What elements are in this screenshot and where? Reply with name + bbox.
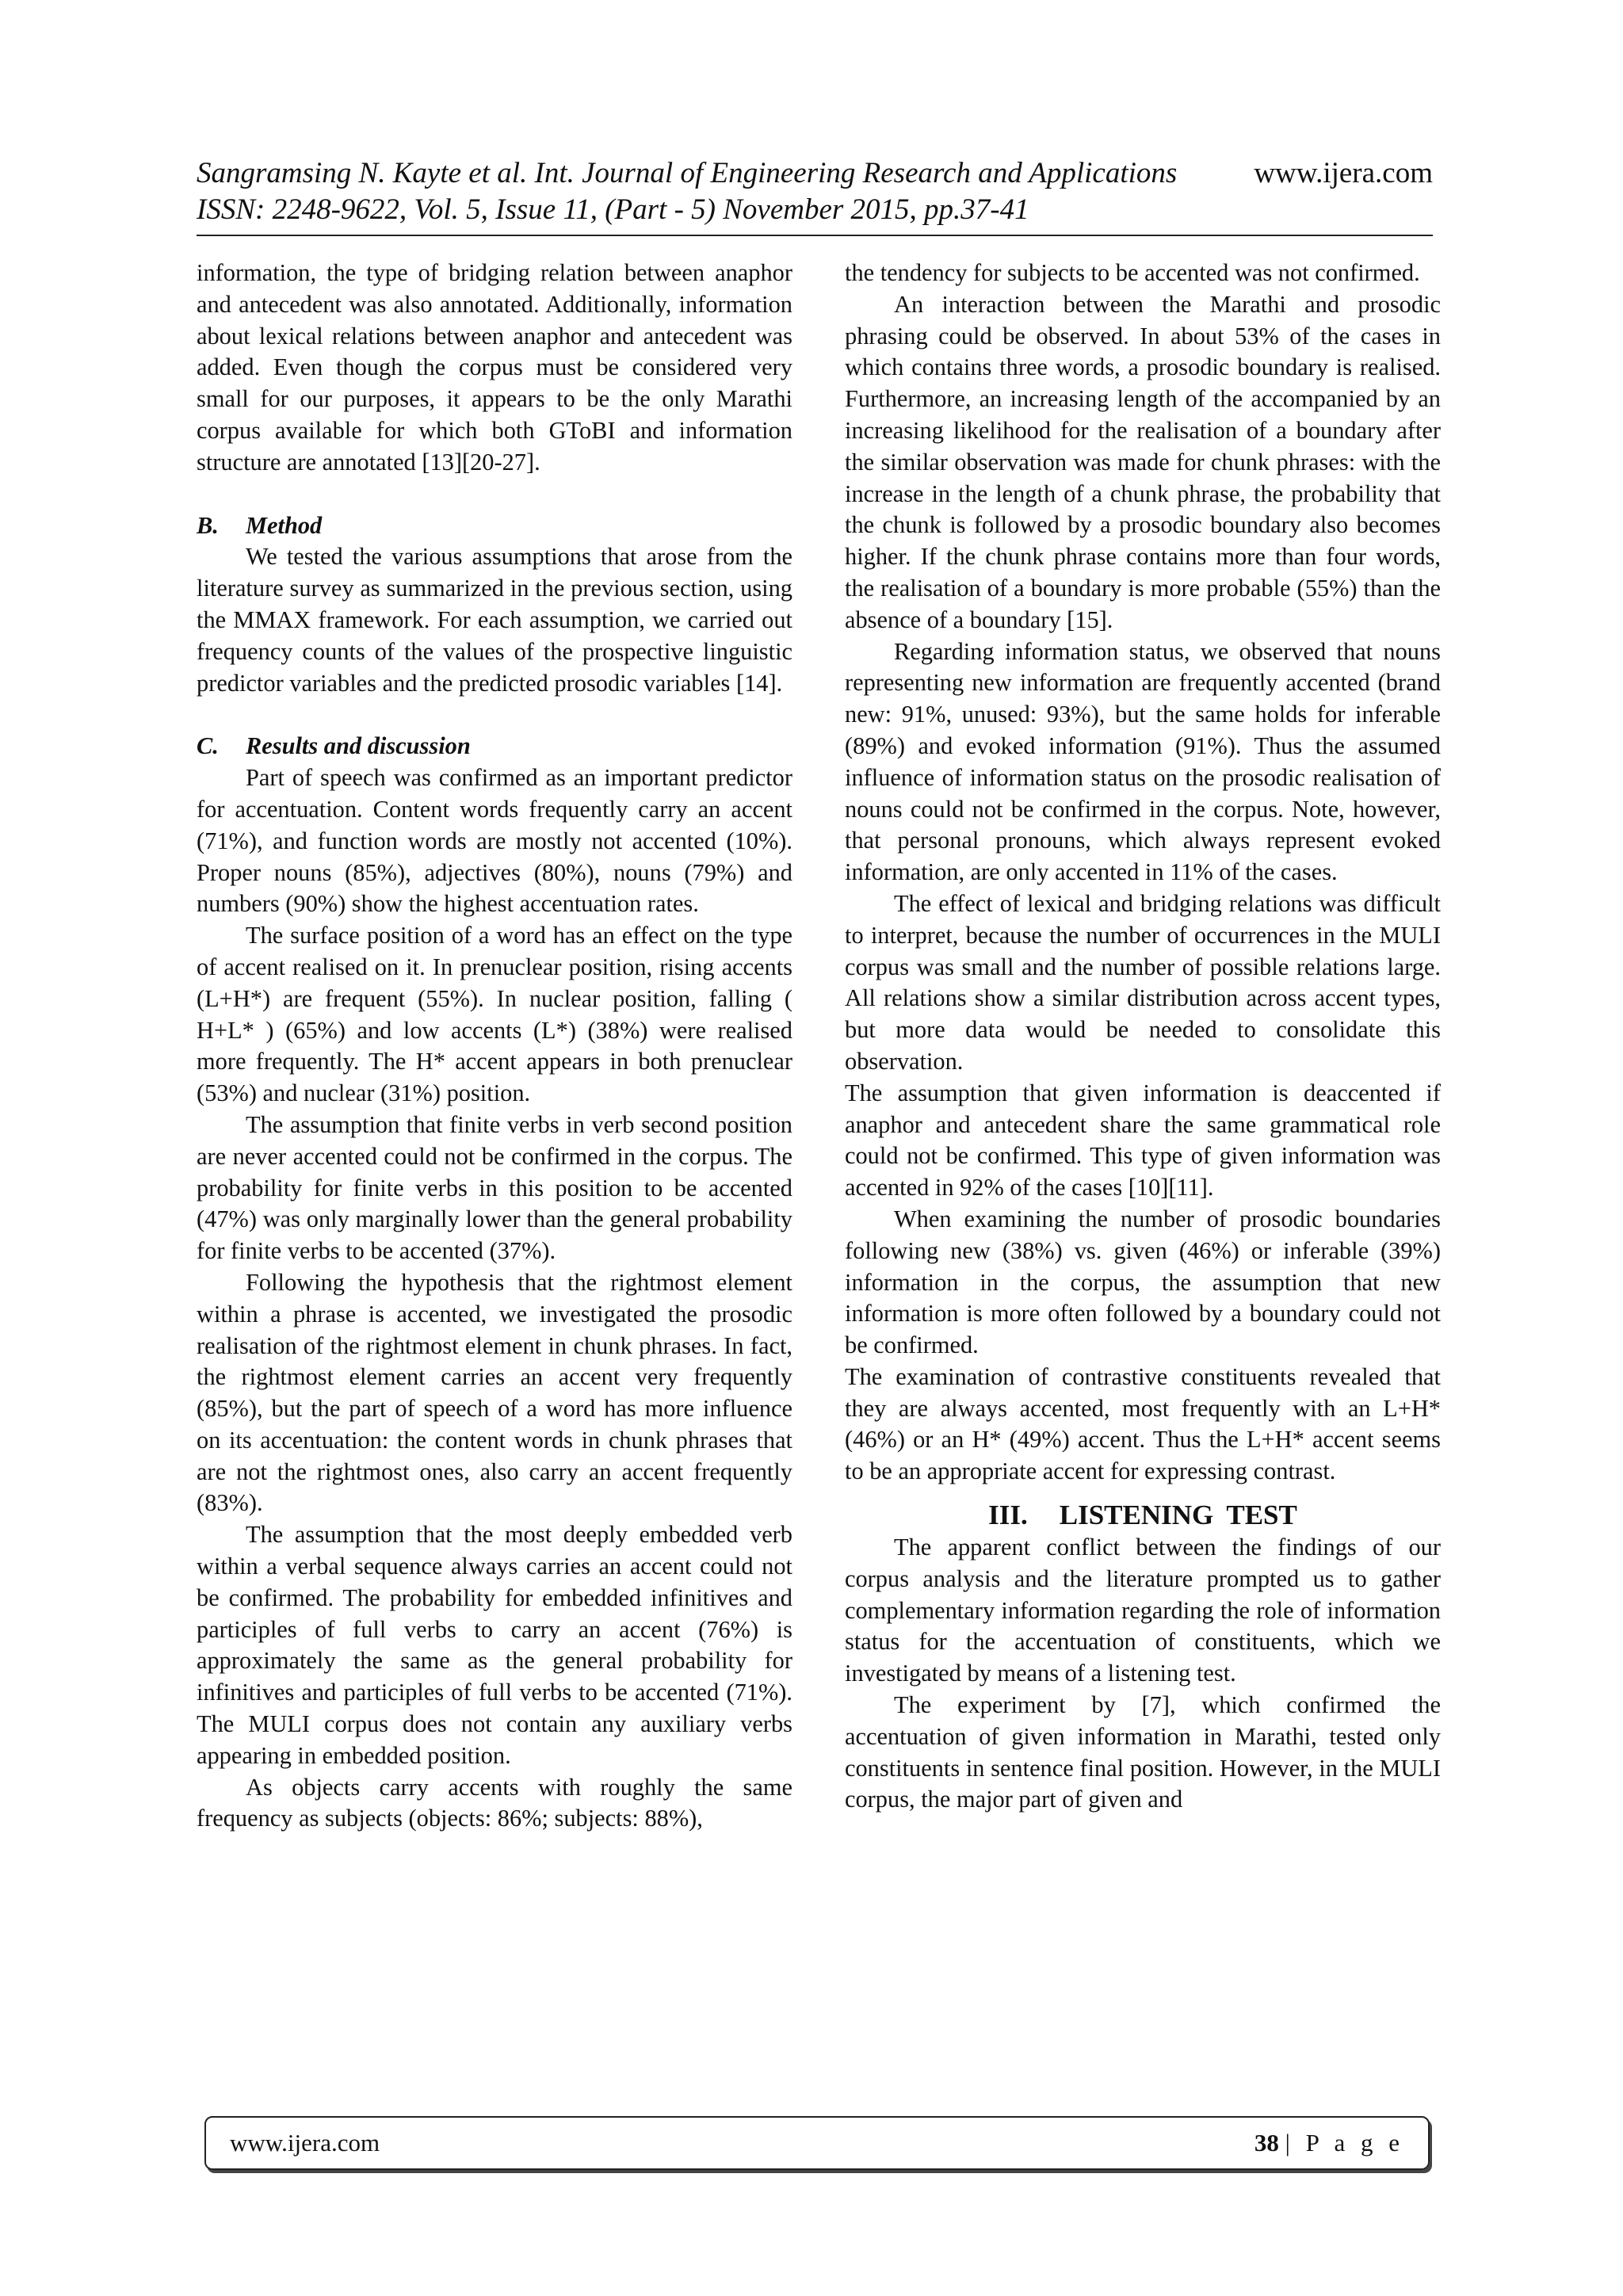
page-number: 38 | P a g e	[1254, 2129, 1404, 2157]
paragraph: The examination of contrastive constituents revealed that they are always accented, most frequently with an L+H* (46%) or an H* (49%) accent. Thus the L+H* accent seems to be an appropriate accent for expressing contrast.	[845, 1362, 1441, 1485]
paragraph: The assumption that the most deeply embedded verb within a verbal sequence always carries an accent could not be confirmed. The probability for embedded infinitives and participles of full verbs to carry an accent (76%) is approximately the same as the general probability for infinitives and participles of full verbs to be accented (71%). The MULI corpus does not contain any auxiliary verbs appearing in embedded position.	[197, 1521, 792, 1769]
paragraph: The assumption that given information is deaccented if anaphor and antecedent share the same grammatical role could not be confirmed. This type of given information was accented in 92% of the cases [10][11].	[845, 1079, 1441, 1201]
paragraph: We tested the various assumptions that arose from the literature survey as summarized in the previous section, using the MMAX framework. For each assumption, we carried out frequency counts of the values of the prospective linguistic predictor variables and the predicted prosodic variables [14].	[197, 543, 792, 697]
section-heading-method: B. Method	[197, 511, 323, 539]
section-heading-results: C. Results and discussion	[197, 732, 471, 760]
paragraph: the tendency for subjects to be accented was not confirmed.	[845, 259, 1420, 286]
paragraph: An interaction between the Marathi and prosodic phrasing could be observed. In about 53% of the cases in which contains three words, a prosodic boundary is realised. Furthermore, an increasing length of the accompanied by an increasing likelihood for the realisation of a boundary after the similar observation was made for chunk phrases: with the increase in the length of a chunk phrase, the probability that the chunk is followed by a prosodic boundary also becomes higher. If the chunk phrase contains more than four words, the realisation of a boundary is more probable (55%) than the absence of a boundary [15].	[845, 290, 1441, 633]
header-line-1	[197, 155, 1433, 192]
section-heading-listening-test: III. LISTENING TEST	[988, 1499, 1297, 1531]
right-column	[845, 258, 1441, 1816]
header-citation: Sangramsing N. Kayte et al. Int. Journal of Engineering Research and Applications	[197, 157, 1178, 189]
paragraph: The assumption that finite verbs in verb second position are never accented could not be confirmed in the corpus. The probability for finite verbs in this position to be accented (47%) was only marginally lower than the general probability for finite verbs to be accented (37%).	[197, 1110, 792, 1265]
footer-website: www.ijera.com	[230, 2129, 380, 2157]
paragraph: Following the hypothesis that the rightmost element within a phrase is accented, we investigated the prosodic realisation of the rightmost element in chunk phrases. In fact, the rightmost element carries an accent very frequently (85%), but the part of speech of a word has more influence on its accentuation: the content words in chunk phrases that are not the rightmost ones, also carry an accent frequently (83%).	[197, 1268, 792, 1517]
header-website: www.ijera.com	[1254, 157, 1433, 189]
paragraph: The effect of lexical and bridging relations was difficult to interpret, because the number of occurrences in the MULI corpus was small and the number of possible relations large. All relations show a similar distribution across accent types, but more data would be needed to consolidate this observation.	[845, 889, 1441, 1075]
header-issn: ISSN: 2248-9622, Vol. 5, Issue 11, (Part - 5) November 2015, pp.37-41	[197, 193, 1029, 226]
paragraph: Regarding information status, we observed that nouns representing new information are frequently accented (brand new: 91%, unused: 93%), but the same holds for inferable (89%) and evoked information (91%). Thus the assumed influence of information status on the prosodic realisation of nouns could not be confirmed in the corpus. Note, however, that personal pronouns, which always represent evoked information, are only accented in 11% of the cases.	[845, 637, 1441, 886]
left-column	[197, 258, 792, 1835]
running-header	[197, 155, 1433, 236]
header-line-2	[197, 192, 1433, 228]
paragraph: When examining the number of prosodic boundaries following new (38%) vs. given (46%) or inferable (39%) information in the corpus, the assumption that new information is more often followed by a boundary could not be confirmed.	[845, 1205, 1441, 1359]
paragraph: The surface position of a word has an effect on the type of accent realised on it. In prenuclear position, rising accents (L+H*) are frequent (55%). In nuclear position, falling ( H+L* ) (65%) and low accents (L*) (38%) were realised more frequently. The H* accent appears in both prenuclear (53%) and nuclear (31%) position.	[197, 922, 792, 1107]
page-footer	[204, 2116, 1430, 2170]
paragraph: The experiment by [7], which confirmed the accentuation of given information in Marathi, tested only constituents in sentence final position. However, in the MULI corpus, the major part of given and	[845, 1691, 1441, 1813]
paragraph: The apparent conflict between the findings of our corpus analysis and the literature prompted us to gather complementary information regarding the role of information status for the accentuation of constituents, which we investigated by means of a listening test.	[845, 1534, 1441, 1687]
paragraph: As objects carry accents with roughly the same frequency as subjects (objects: 86%; subjects: 88%),	[197, 1773, 792, 1832]
paragraph: Part of speech was confirmed as an important predictor for accentuation. Content words frequently carry an accent (71%), and function words are mostly not accented (10%). Proper nouns (85%), adjectives (80%), nouns (79%) and numbers (90%) show the highest accentuation rates.	[197, 764, 792, 918]
paragraph: information, the type of bridging relation between anaphor and antecedent was also annotated. Additionally, information about lexical relations between anaphor and antecedent was added. Even though the corpus must be considered very small for our purposes, it appears to be the only Marathi corpus available for which both GToBI and information structure are annotated [13][20-27].	[197, 259, 792, 476]
